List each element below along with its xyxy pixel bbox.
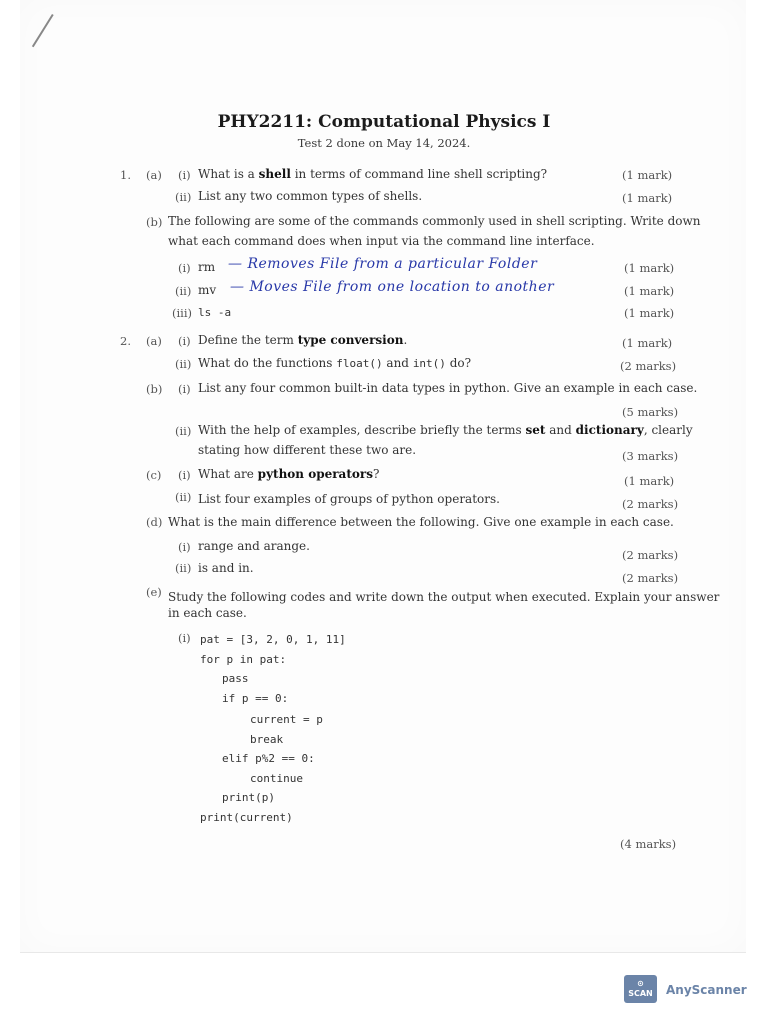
q1a-ii-marks: (1 mark): [622, 191, 673, 205]
q2c-ii-num: (ii): [175, 490, 192, 504]
q2d-ii-num: (ii): [175, 561, 192, 575]
q1b-ii-num: (ii): [175, 284, 192, 298]
q1b-label: (b): [146, 215, 163, 229]
q1a-ii-text: List any two common types of shells.: [198, 189, 423, 203]
q1b-text-line1: The following are some of the commands commonly used in shell scripting. Write down: [168, 214, 701, 228]
q2c-i-marks: (1 mark): [624, 474, 675, 488]
code-line: break: [250, 733, 284, 746]
page-subtitle: Test 2 done on May 14, 2024.: [297, 136, 471, 150]
q2a-ii-marks: (2 marks): [620, 359, 677, 373]
q2e-label: (e): [146, 585, 162, 599]
q1a-i-text: What is a shell in terms of command line shell scripting?: [198, 167, 548, 181]
q2c-ii-text: List four examples of groups of python operators.: [198, 492, 500, 506]
q2d-i-num: (i): [178, 540, 191, 554]
q2d-text: What is the main difference between the following. Give one example in each case.: [168, 515, 674, 529]
q1a-ii-num: (ii): [175, 190, 192, 204]
q2a-ii-num: (ii): [175, 357, 192, 371]
q1b-iii-command: ls -a: [198, 306, 232, 319]
page-title: PHY2211: Computational Physics I: [217, 112, 551, 132]
q2a-label: (a): [146, 334, 162, 348]
q2d-ii-marks: (2 marks): [622, 571, 679, 585]
scan-icon: ⊙: [637, 979, 644, 988]
code-line: for p in pat:: [200, 653, 287, 666]
q1b-iii-num: (iii): [172, 306, 193, 320]
q2d-ii-text: is and in.: [198, 561, 254, 575]
q2e-text-line2: in each case.: [168, 606, 247, 620]
q1b-i-marks: (1 mark): [624, 261, 675, 275]
code-line: elif p%2 == 0:: [222, 752, 315, 765]
q1b-ii-marks: (1 mark): [624, 284, 675, 298]
q2b-ii-num: (ii): [175, 424, 192, 438]
q2b-ii-marks: (3 marks): [622, 449, 679, 463]
q1a-label: (a): [146, 168, 162, 182]
q2d-label: (d): [146, 515, 163, 529]
code-line: print(current): [200, 811, 293, 824]
q2d-i-text: range and arange.: [198, 539, 310, 553]
code-line: pass: [222, 672, 249, 685]
q1a-i-marks: (1 mark): [622, 168, 673, 182]
question-1-number: 1.: [120, 168, 131, 182]
q2a-i-marks: (1 mark): [622, 336, 673, 350]
q2b-i-num: (i): [178, 382, 191, 396]
q2b-ii-text-line2: stating how different these two are.: [198, 443, 417, 457]
q2a-i-text: Define the term type conversion.: [198, 333, 408, 347]
q2e-text-line1: Study the following codes and write down the output when executed. Explain your answer: [168, 590, 720, 604]
q2b-i-text: List any four common built-in data types in python. Give an example in each case.: [198, 381, 698, 395]
q2c-i-text: What are python operators?: [198, 467, 380, 481]
q1b-iii-marks: (1 mark): [624, 306, 675, 320]
q2d-i-marks: (2 marks): [622, 548, 679, 562]
q1a-i-num: (i): [178, 168, 191, 182]
q2c-ii-marks: (2 marks): [622, 497, 679, 511]
code-line: pat = [3, 2, 0, 1, 11]: [200, 633, 346, 646]
code-line: continue: [250, 772, 303, 785]
q2b-label: (b): [146, 382, 163, 396]
q2c-label: (c): [146, 468, 162, 482]
q1b-i-command: rm: [198, 260, 216, 274]
q2a-i-num: (i): [178, 334, 191, 348]
anyscanner-logo: ⊙ SCAN: [624, 975, 657, 1003]
q2a-ii-text: What do the functions float() and int() do?: [198, 356, 472, 370]
anyscanner-brand: AnyScanner: [666, 983, 747, 997]
q1b-ii-command: mv: [198, 283, 217, 297]
code-line: print(p): [222, 791, 275, 804]
q2c-i-num: (i): [178, 468, 191, 482]
code-line: if p == 0:: [222, 692, 289, 705]
q1b-i-num: (i): [178, 261, 191, 275]
q2e-i-num: (i): [178, 631, 191, 645]
code-line: current = p: [250, 713, 323, 726]
question-2-number: 2.: [120, 334, 131, 348]
q1b-i-handwritten-answer: — Removes File from a particular Folder: [228, 256, 538, 272]
q2b-i-marks: (5 marks): [622, 405, 679, 419]
q2e-marks: (4 marks): [620, 837, 677, 851]
q1b-text-line2: what each command does when input via the command line interface.: [168, 234, 595, 248]
q1b-ii-handwritten-answer: — Moves File from one location to another: [230, 279, 555, 295]
q2b-ii-text-line1: With the help of examples, describe briefly the terms set and dictionary, clearly: [198, 423, 693, 437]
